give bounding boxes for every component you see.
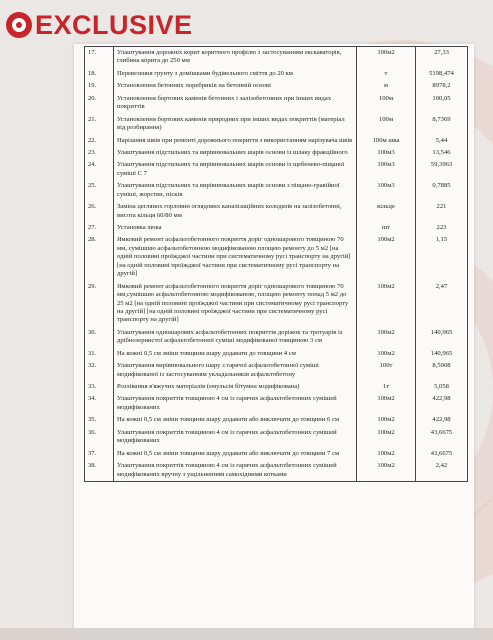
row-quantity: 1,15 (416, 234, 468, 280)
row-description: Установлення бортових каменів природних при інших видах покриттів (матеріал від розбирання) (114, 114, 357, 135)
row-quantity: 0,7885 (416, 180, 468, 201)
row-quantity: 422,98 (416, 414, 468, 426)
logo-text: EXCLUSIVE (35, 9, 193, 40)
row-number: 22. (85, 135, 114, 147)
table-row (85, 93, 468, 114)
row-unit: т (357, 68, 416, 80)
row-unit: 100м3 (357, 180, 416, 201)
row-unit: 100м2 (357, 327, 416, 348)
row-unit: 100м2 (357, 348, 416, 360)
row-quantity: 13,546 (416, 147, 468, 159)
row-number: 27. (85, 222, 114, 234)
row-description: Улаштування одношарових асфальтобетонних покриттів доріжок та тротуарів із дрібнозернистої асфальтобетонної суміші модифікованої товщиною 3 см (114, 327, 357, 348)
row-description: Розлівання в'яжучих матеріалів (емульсія бітумна модифікована) (114, 381, 357, 393)
row-description: Улаштування підстильних та вирівнювальних шарів основи із щебенево-піщаної суміші С 7 (114, 159, 357, 180)
row-unit: 100т (357, 360, 416, 381)
row-number: 37. (85, 448, 114, 460)
row-unit: кільце (357, 201, 416, 222)
row-description: Улаштування покриттів товщиною 4 см із гарячих асфальтобетонних сумішей модифікованих (114, 427, 357, 448)
row-quantity: 5,44 (416, 135, 468, 147)
row-description: Ямковий ремонт асфальтобетонного покриття доріг одношарового товщиною 70 мм, сумішшю асфальтобетонною модифікованою площею ремонту до 5 м2 [на одній половині проїжджої частини при систематичному русі транспорту на другій] [на одній половині проїжджої частини при систематичному русі транспорту на другій] (114, 234, 357, 280)
row-number: 31. (85, 348, 114, 360)
row-description: На кожні 0,5 см зміни товщини шару додавати до товщини 4 см (114, 348, 357, 360)
row-quantity: 2,47 (416, 281, 468, 327)
table-row (85, 393, 468, 414)
row-number: 23. (85, 147, 114, 159)
row-description: Улаштування підстильних та вирівнювальних шарів основи з піщано-гравійної суміші, жорстви, пісків (114, 180, 357, 201)
row-number: 29. (85, 281, 114, 327)
row-description: Улаштування покриттів товщиною 4 см із гарячих асфальтобетонних сумішей модифікованих (114, 393, 357, 414)
row-description: Перевезення грунту з домішками будівельного сміття до 20 км (114, 68, 357, 80)
footer-bar (0, 628, 493, 640)
row-number: 18. (85, 68, 114, 80)
exclusive-logo (6, 8, 193, 42)
row-quantity: 8,5908 (416, 360, 468, 381)
row-quantity: 43,6675 (416, 427, 468, 448)
row-quantity: 2,42 (416, 460, 468, 481)
row-number: 30. (85, 327, 114, 348)
row-description: Установлення бортових каменів бетонних і залізобетонних при інших видах покриттів (114, 93, 357, 114)
row-number: 34. (85, 393, 114, 414)
table-row (85, 222, 468, 234)
row-quantity: 140,965 (416, 348, 468, 360)
row-number: 17. (85, 47, 114, 68)
row-quantity: 5,058 (416, 381, 468, 393)
row-unit: 100м3 (357, 147, 416, 159)
row-description: Заміна цеглянох горловин оглядових каналізаційних колодязів на залізобетонні, висота кільця 60/80 мм (114, 201, 357, 222)
row-quantity: 43,6675 (416, 448, 468, 460)
row-quantity: 59,3963 (416, 159, 468, 180)
row-quantity: 140,965 (416, 327, 468, 348)
row-unit: 100м2 (357, 281, 416, 327)
row-number: 24. (85, 159, 114, 180)
row-description: Улаштування вирівнювального шару з гарячої асфальтобетонної суміші модифікованої із застосуванням укладальників асфальтобетону (114, 360, 357, 381)
row-unit: 100м2 (357, 414, 416, 426)
eye-logo-icon (6, 12, 32, 38)
row-number: 28. (85, 234, 114, 280)
row-unit: 100м2 (357, 427, 416, 448)
table-row (85, 348, 468, 360)
table-row (85, 327, 468, 348)
table-row (85, 201, 468, 222)
table-row (85, 80, 468, 92)
row-unit: 100м2 (357, 448, 416, 460)
row-number: 36. (85, 427, 114, 448)
row-description: Установка люка (114, 222, 357, 234)
row-unit: 100м (357, 114, 416, 135)
table-row (85, 381, 468, 393)
row-description: На кожні 0,5 см зміни товщини шару додавати або виключати до товщини 7 см (114, 448, 357, 460)
row-quantity: 8,7369 (416, 114, 468, 135)
table-row (85, 360, 468, 381)
table-row (85, 147, 468, 159)
row-quantity: 100,05 (416, 93, 468, 114)
table-row (85, 281, 468, 327)
row-number: 21. (85, 114, 114, 135)
row-unit: 100м (357, 93, 416, 114)
row-number: 38. (85, 460, 114, 481)
row-quantity: 223 (416, 222, 468, 234)
row-quantity: 221 (416, 201, 468, 222)
row-quantity: 5198,474 (416, 68, 468, 80)
table-row (85, 68, 468, 80)
row-unit: 100м2 (357, 393, 416, 414)
row-description: Нарізання швів при ремонті дорожнього покриття з використанням нарізувача швів (114, 135, 357, 147)
table-row (85, 427, 468, 448)
row-number: 19. (85, 80, 114, 92)
table-row (85, 159, 468, 180)
estimate-table (84, 46, 468, 482)
row-number: 33. (85, 381, 114, 393)
row-description: На кожні 0,5 см зміни товщини шару додавати або виключати до товщини 6 см (114, 414, 357, 426)
table-row (85, 234, 468, 280)
row-quantity: 27,33 (416, 47, 468, 68)
table-row (85, 460, 468, 481)
row-unit: м (357, 80, 416, 92)
row-number: 26. (85, 201, 114, 222)
row-description: Улаштування покриттів товщиною 4 см із гарячих асфальтобетонних сумішей модифікованих вручну з ущільненням самохідними котками (114, 460, 357, 481)
row-unit: 100м шва (357, 135, 416, 147)
row-unit: 100м2 (357, 47, 416, 68)
table-row (85, 114, 468, 135)
row-quantity: 422,98 (416, 393, 468, 414)
row-unit: 100м2 (357, 460, 416, 481)
row-description: Ямковий ремонт асфальтобетонного покриття доріг одношарового товщиною 70 мм,сумішшю асфальтобетонною модифікованою, площею ремонту понад 5 м2 до 25 м2 [на одній половині проїжджої частини при систематичному русі транспорту на другій] [на одній половині проїжджої частини при систематичному русі транспорту на другій] (114, 281, 357, 327)
row-description: Улаштування дорожніх корит коритного профілю з застосуванням екскаваторів, глибина корита до 250 мм (114, 47, 357, 68)
table-row (85, 448, 468, 460)
row-description: Улаштування підстильних та вирівнювальних шарів основи із шлаку фракційного (114, 147, 357, 159)
table-row (85, 135, 468, 147)
row-quantity: 8978,2 (416, 80, 468, 92)
row-number: 32. (85, 360, 114, 381)
row-unit: шт (357, 222, 416, 234)
row-unit: 100м3 (357, 159, 416, 180)
row-number: 20. (85, 93, 114, 114)
row-unit: 100м2 (357, 234, 416, 280)
row-description: Установлення бетонних поребриків на бетонній основі (114, 80, 357, 92)
row-number: 25. (85, 180, 114, 201)
table-row (85, 414, 468, 426)
row-number: 35. (85, 414, 114, 426)
table-row (85, 47, 468, 68)
row-unit: 1т (357, 381, 416, 393)
table-row (85, 180, 468, 201)
